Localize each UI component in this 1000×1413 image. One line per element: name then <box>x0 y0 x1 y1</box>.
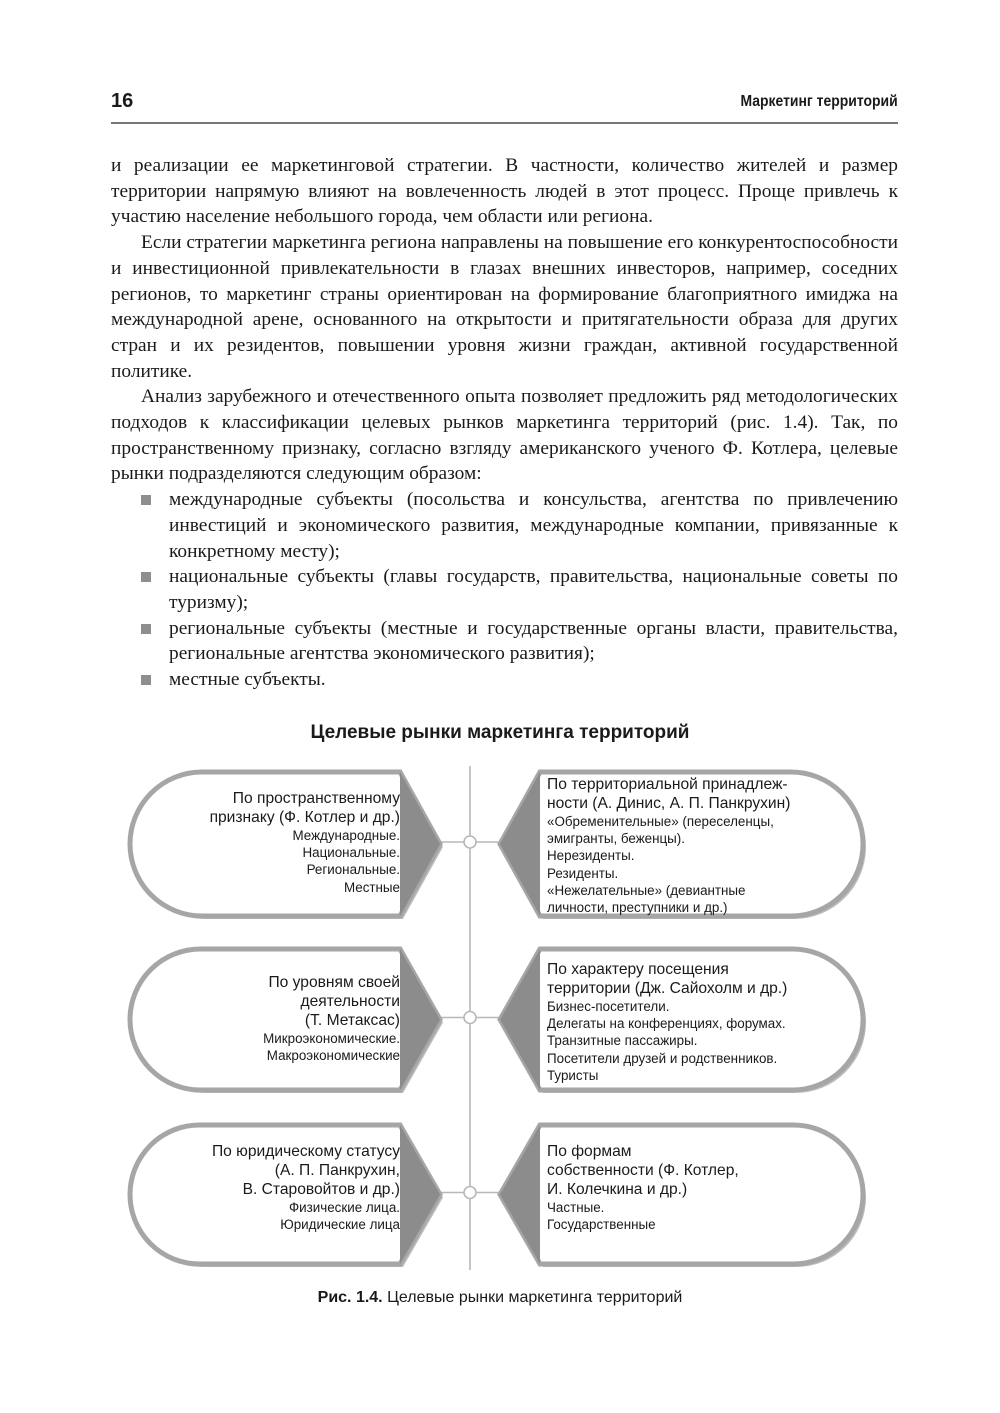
box-item: Туристы <box>547 1067 599 1083</box>
box-item: Международные. <box>292 828 400 843</box>
paragraph: Анализ зарубежного и отечественного опыта позволяет предложить ряд методологических подходов к классификации целевых рынков маркетинга территорий (рис. 1.4). Так, по пространственному признаку, согласно взгляду американского ученого Ф. Котлера, целевые рынки подразделяются следующим образом: <box>111 386 898 485</box>
figure-title: Целевые рынки маркетинга территорий <box>310 722 690 743</box>
box-item: Посетители друзей и родственников. <box>547 1050 778 1066</box>
box-heading-line: И. Колечкина и др.) <box>547 1181 688 1198</box>
running-title: Маркетинг территорий <box>740 93 898 110</box>
box-items <box>547 1199 847 1233</box>
box-item: Местные <box>343 879 400 895</box>
box-items <box>547 813 847 916</box>
box-item: Физические лица. <box>288 1200 400 1215</box>
page-number: 16 <box>111 90 134 112</box>
box-heading-line: (Т. Метаксас) <box>304 1012 400 1029</box>
right-box-2 <box>547 960 847 1084</box>
box-item: «Нежелательные» (девиантные <box>547 882 746 898</box>
box-item: Резиденты. <box>547 865 619 881</box>
left-box-3 <box>150 1142 400 1233</box>
box-items <box>150 1030 400 1064</box>
left-box-1 <box>150 789 400 896</box>
right-arrow-tip <box>500 949 540 1090</box>
junction-circle <box>464 1187 476 1199</box>
box-heading-line: По формам <box>547 1143 632 1160</box>
list-item-text: местные субъекты. <box>169 669 326 691</box>
list-item-text: национальные субъекты (главы государств, правительства, национальные советы по туризму); <box>169 566 898 613</box>
box-item: Макроэкономические <box>266 1048 400 1064</box>
box-item: Делегаты на конференциях, форумах. <box>547 1016 786 1032</box>
box-item: Государственные <box>547 1217 656 1233</box>
box-item: Микроэкономические. <box>263 1031 400 1046</box>
box-heading-line: собственности (Ф. Котлер, <box>547 1162 739 1179</box>
box-heading-line: По пространственному <box>232 790 400 807</box>
box-heading-line: По характеру посещения <box>547 961 729 978</box>
box-item: Региональные. <box>306 862 400 878</box>
box-items <box>547 998 847 1084</box>
caption-text: Целевые рынки маркетинга территорий <box>382 1289 683 1306</box>
box-item: «Обременительные» (переселенцы, <box>547 814 774 829</box>
box-heading <box>547 960 847 998</box>
paragraph: Если стратегии маркетинга региона направлены на повышение его конкурентоспособности и инвестиционной привлекательности в глазах внешних инвесторов, например, соседних регионов, то маркетинг страны ориентирован на формирование благоприятного имиджа на международной арене, основанного на открытости и притягательности образа для других стран и их резидентов, повышении уровня жизни граждан, активной государственной политике. <box>111 232 898 382</box>
figure-caption <box>0 1289 1000 1307</box>
box-heading-line: По территориальной принадлеж- <box>547 776 788 793</box>
box-item: Транзитные пассажиры. <box>547 1033 698 1049</box>
right-arrow-tip <box>500 1125 540 1264</box>
box-heading <box>547 775 847 813</box>
box-item: личности, преступники и др.) <box>547 900 728 916</box>
list-item-text: региональные субъекты (местные и государственные органы власти, правительства, региональные агентства экономического развития); <box>169 617 898 665</box>
box-heading-line: деятельности <box>300 993 400 1010</box>
left-arrow-tip <box>400 949 440 1090</box>
left-arrow-tip <box>400 772 440 916</box>
box-heading-line: (А. П. Панкрухин, <box>274 1162 400 1179</box>
box-items <box>150 827 400 896</box>
box-heading <box>150 973 400 1030</box>
box-item: Частные. <box>547 1200 605 1215</box>
box-heading <box>547 1142 847 1199</box>
caption-label: Рис. 1.4. <box>317 1289 383 1306</box>
list-item-text: международные субъекты (посольства и консульства, агентства по привлечению инвестиций и экономического развития, международные компании, привязанные к конкретному месту); <box>169 489 898 562</box>
right-box-1 <box>547 775 847 916</box>
box-item: Национальные. <box>302 845 400 861</box>
right-box-3 <box>547 1142 847 1233</box>
left-box-2 <box>150 973 400 1064</box>
junction-circle <box>464 1012 476 1024</box>
box-heading-line: По юридическому статусу <box>211 1143 400 1160</box>
box-heading-line: территории (Дж. Сайохолм и др.) <box>547 980 788 997</box>
right-arrow-tip <box>500 772 540 916</box>
junction-circle <box>464 836 476 848</box>
box-heading-line: ности (А. Динис, А. П. Панкрухин) <box>547 795 791 812</box>
box-item: Бизнес-посетители. <box>547 999 670 1014</box>
left-arrow-tip <box>400 1125 440 1264</box>
box-item: Юридические лица <box>280 1217 400 1233</box>
box-heading-line: По уровням своей <box>268 974 400 991</box>
box-item: эмигранты, беженцы). <box>547 831 685 847</box>
paragraph: и реализации ее маркетинговой стратегии. В частности, количество жителей и размер территории напрямую влияют на вовлеченность людей в этот процесс. Проще привлечь к участию население небольшого города, чем области или региона. <box>111 155 898 228</box>
box-heading <box>150 789 400 827</box>
box-item: Нерезиденты. <box>547 848 635 864</box>
box-items <box>150 1199 400 1233</box>
box-heading <box>150 1142 400 1199</box>
box-heading-line: В. Старовойтов и др.) <box>242 1181 400 1198</box>
box-heading-line: признаку (Ф. Котлер и др.) <box>209 809 400 826</box>
